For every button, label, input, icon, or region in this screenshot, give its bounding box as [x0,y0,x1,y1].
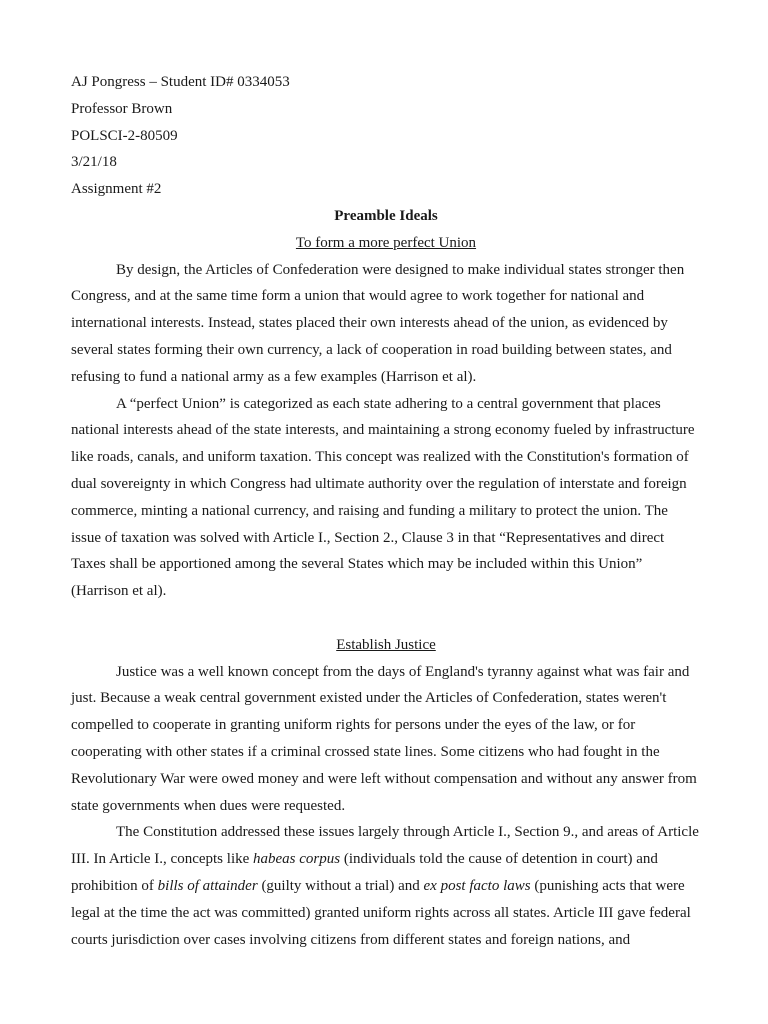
paragraph-text-segment: (individuals told the cause of detention in court) and prohibition of [71,851,658,894]
document-title: Preamble Ideals [334,207,438,224]
paragraph-text-segment: (punishing acts that were legal at the time the act was committed) granted uniform rights across all states. Article III gave federal courts jurisdiction over cases involving citizens from different states and foreign nations, and [71,877,691,948]
course-line: POLSCI-2-80509 [71,127,178,144]
paragraph-union-2: A “perfect Union” is categorized as each state adhering to a central government that places national interests ahead of the state interests, and maintaining a strong economy fueled by infrastructure like roads, canals, and uniform taxation. This concept was realized with the Constitution's formation of dual sovereignty in which Congress had ultimate authority over the regulation of interstate and foreign commerce, minting a national currency, and raising and funding a military to protect the union. The issue of taxation was solved with Article I., Section 2., Clause 3 in that “Representatives and direct Taxes shall be apportioned among the several States which may be included within this Union” (Harrison et al). [71,395,695,600]
paragraph-text-segment: (guilty without a trial) and [257,877,424,894]
assignment-line: Assignment #2 [71,181,162,198]
term-ex-post-facto-laws: ex post facto laws [423,877,531,894]
paragraph-text-segment: The Constitution addressed these issues largely through Article I., Section 9., and areas of Article III. In Article I., concepts like [71,824,699,868]
paragraph-union-1: By design, the Articles of Confederation were designed to make individual states stronger then Congress, and at the same time form a union that would agree to work together for national and international interests. Instead, states placed their own interests ahead of the union, as evidenced by several states forming their own currency, a lack of cooperation in road building between states, and refusing to fund a national army as a few examples (Harrison et al). [71,261,685,385]
student-name-line: AJ Pongress – Student ID# 0334053 [71,74,290,90]
professor-line: Professor Brown [71,100,173,117]
term-habeas-corpus: habeas corpus [253,851,341,868]
paragraph-gap [71,605,701,632]
paragraph-justice-2 [71,819,701,953]
section-heading-union: To form a more perfect Union [295,234,477,251]
paragraph-justice-1: Justice was a well known concept from the days of England's tyranny against what was fair and just. Because a weak central government existed under the Articles of Confederation, states weren't compelled to cooperate in granting uniform rights for persons under the eyes of the law, or for cooperating with other states if a criminal crossed state lines. Some citizens who had fought in the Revolutionary War were owed money and were left without compensation and without any answer from state governments when dues were requested. [71,663,697,814]
date-line: 3/21/18 [71,154,117,171]
term-bills-of-attainder: bills of attainder [157,877,258,894]
section-heading-justice: Establish Justice [336,636,436,653]
document-page [71,69,701,953]
